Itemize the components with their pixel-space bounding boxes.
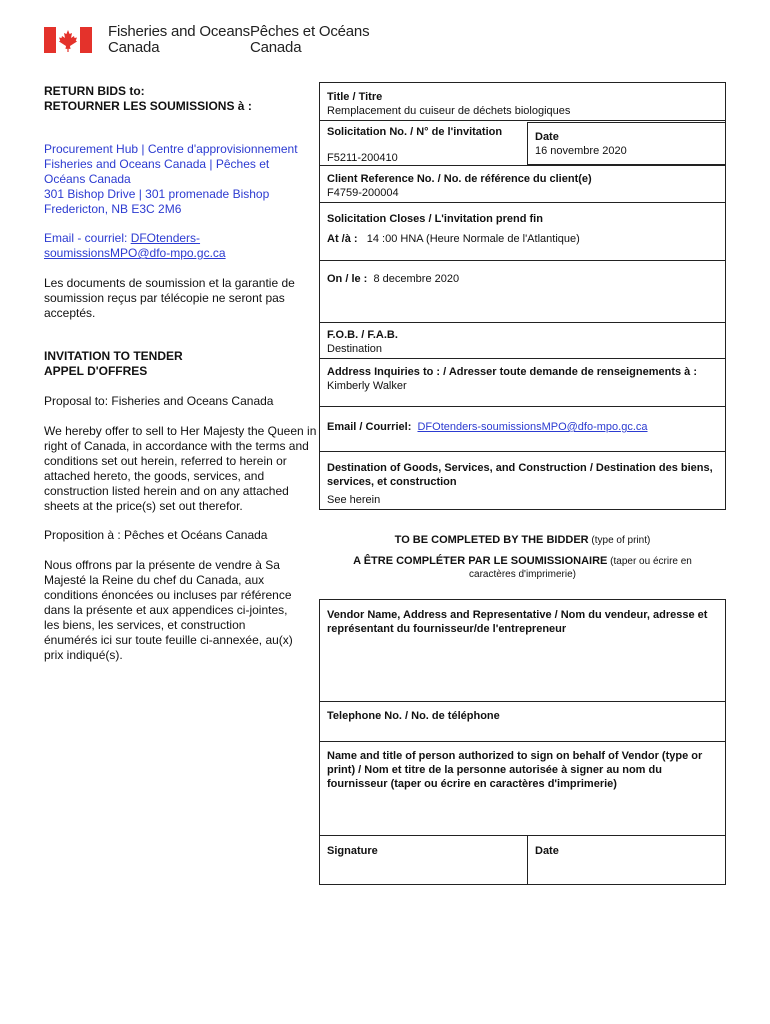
telephone-label: Telephone No. / No. de téléphone [327,710,500,722]
email-prefix: Email - courriel: [44,231,131,245]
inquiries-label: Address Inquiries to : / Adresser toute demande de renseignements à : [327,366,698,378]
offer-fr: Nous offrons par la présente de vendre à Sa Majesté la Reine du chef du Canada, aux conditions énoncées ou incluses par référence dans la présente et aux appendices ci-jointes, les biens, les services, et construction énumérés ici sur toute feuille ci-annexée, au(x) prix indiqué(s). [44,558,293,662]
bidder-instruction-en [319,533,726,548]
destination-label: Destination of Goods, Services, and Construction / Destination des biens, services, et construction [327,462,713,488]
title-value: Remplacement du cuiseur de déchets biologiques [327,105,571,117]
invitation-fr: APPEL D'OFFRES [44,364,148,378]
email-label: Email / Courriel: [327,421,412,433]
canada-flag-icon [44,27,92,53]
return-email [44,231,319,261]
return-bids-heading [44,84,319,114]
title-label: Title / Titre [327,91,383,103]
department-name-fr [250,24,369,56]
client-ref-value: F4759-200004 [327,187,399,199]
invitation-en: INVITATION TO TENDER [44,349,183,363]
dept-en-line1: Fisheries and Oceans [108,23,250,40]
closes-on-row [320,269,725,289]
vendor-field[interactable] [320,605,725,700]
address-line: Procurement Hub | Centre d'approvisionnement [44,142,298,156]
bidder-instruction-fr-bold: A ÊTRE COMPLÉTER PAR LE SOUMISSIONAIRE [353,555,608,567]
invitation-heading [44,349,319,379]
email-link-continued[interactable]: soumissionsMPO@dfo-mpo.gc.ca [44,246,226,260]
telephone-field[interactable] [320,706,725,739]
return-bids-en: RETURN BIDS to: [44,84,145,98]
return-address [44,142,319,217]
date-value: 16 novembre 2020 [535,145,627,157]
client-ref-label: Client Reference No. / No. de référence du client(e) [327,173,592,185]
destination-value: See herein [327,494,381,506]
signature-date-label: Date [535,845,559,857]
tender-info-box [319,82,726,510]
signature-date-field[interactable] [528,841,725,883]
address-line: Fisheries and Oceans Canada | Pêches et [44,157,270,171]
bidder-instruction-en-bold: TO BE COMPLETED BY THE BIDDER [394,534,589,546]
return-bids-fr: RETOURNER LES SOUMISSIONS à : [44,99,252,113]
fob-cell [320,325,725,359]
closes-label: Solicitation Closes / L'invitation prend fin [327,213,543,225]
email-cell [320,417,725,437]
dept-fr-line1: Pêches et Océans [250,23,370,40]
client-ref-cell [320,169,725,203]
vendor-label: Vendor Name, Address and Representative / Nom du vendeur, adresse et représentant du fournisseur/de l'entrepreneur [327,609,708,635]
bidder-instruction-fr-note: (taper ou écrire en [607,556,692,567]
fax-notice: Les documents de soumission et la garantie de soumission reçus par télécopie ne seront pas acceptés. [44,276,295,320]
date-label: Date [535,131,559,143]
signature-label: Signature [327,845,378,857]
bidder-form-box [319,599,726,885]
dept-en-line2: Canada [108,39,160,56]
closes-at-row [320,229,725,249]
on-value: 8 decembre 2020 [373,273,460,285]
fob-label: F.O.B. / F.A.B. [327,329,398,341]
destination-cell [320,458,725,510]
signature-field[interactable] [320,841,526,883]
inquiries-email-link[interactable]: DFOtenders-soumissionsMPO@dfo-mpo.gc.ca [417,421,648,433]
inquiries-cell [320,362,725,396]
title-cell [320,87,725,121]
on-label: On / le : [327,273,368,285]
inquiries-value: Kimberly Walker [327,380,407,392]
email-link[interactable]: DFOtenders- [130,231,201,245]
address-line: 301 Bishop Drive | 301 promenade Bishop [44,187,270,201]
solicitation-label: Solicitation No. / N° de l'invitation [327,126,503,138]
bidder-instruction-fr-note-2: caractères d'imprimerie) [469,569,576,580]
closes-cell [320,209,725,229]
offer-en: We hereby offer to sell to Her Majesty the Queen in right of Canada, in accordance with the terms and conditions set out herein, referred to herein or attached hereto, the goods, services, and construction listed herein and on any attached sheets at the price(s) set out therefor. [44,424,317,513]
dept-fr-line2: Canada [250,39,302,56]
proposal-to: Proposal to: Fisheries and Oceans Canada [44,394,274,408]
address-line: Océans Canada [44,172,131,186]
at-value: 14 :00 HNA (Heure Normale de l'Atlantique) [366,233,580,245]
solicitation-value: F5211-200410 [327,152,398,164]
at-label: At /à : [327,233,358,245]
bidder-instruction-fr [319,555,726,581]
bidder-instruction-en-note: (type of print) [588,535,651,546]
date-cell [528,127,725,161]
authorized-person-field[interactable] [320,746,725,832]
authorized-person-label: Name and title of person authorized to sign on behalf of Vendor (type or print) / Nom et titre de la personne autorisée à signer au nom du fournisseur (taper ou écrire en caractères d'imprimerie) [327,750,703,790]
solicitation-cell [320,122,525,168]
address-line: Fredericton, NB E3C 2M6 [44,202,182,216]
fob-value: Destination [327,343,383,355]
proposition-fr: Proposition à : Pêches et Océans Canada [44,528,268,542]
department-name-en [108,24,250,56]
